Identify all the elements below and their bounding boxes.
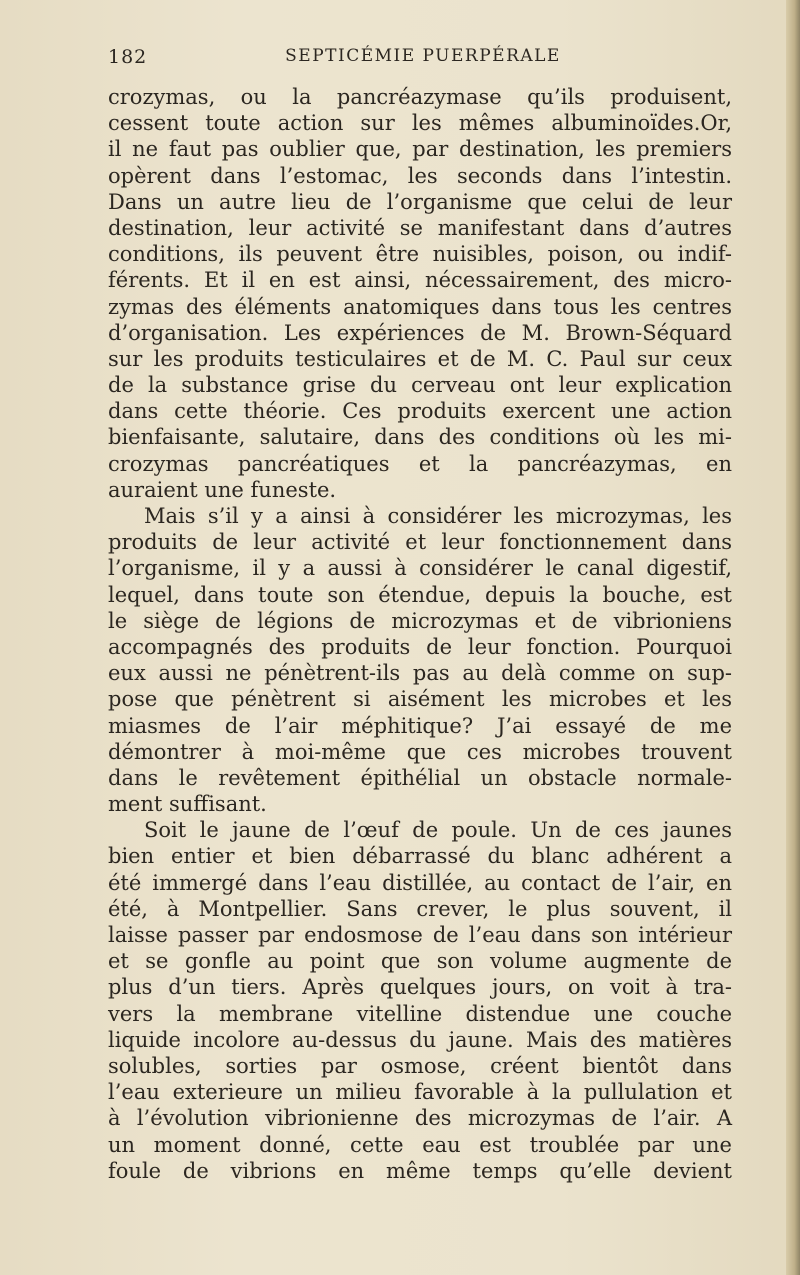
- text-line: férents. Et il en est ainsi, nécessairement, des micro-: [108, 268, 732, 293]
- text-line: laisse passer par endosmose de l’eau dans son intérieur: [108, 923, 732, 947]
- text-line: Soit le jaune de l’œuf de poule. Un de ces jaunes: [144, 818, 732, 843]
- text-line: été, à Montpellier. Sans crever, le plus souvent, il: [108, 896, 732, 921]
- text-line: produits de leur activité et leur fonctionnement dans: [108, 530, 732, 555]
- text-line: d’organisation. Les expériences de M. Brown-Séquard: [108, 320, 732, 345]
- text-line: à l’évolution vibrionienne des microzymas de l’air. A: [108, 1106, 732, 1131]
- text-line: lequel, dans toute son étendue, depuis la bouche, est: [108, 582, 732, 607]
- text-line: opèrent dans l’estomac, les seconds dans l’intestin.: [108, 163, 732, 188]
- text-line: cessent toute action sur les mêmes albuminoïdes.Or,: [108, 111, 732, 136]
- text-line: solubles, sorties par osmose, créent bientôt dans: [108, 1053, 732, 1078]
- text-line: Dans un autre lieu de l’organisme que celui de leur: [108, 189, 732, 214]
- text-line: dans cette théorie. Ces produits exercent une action: [108, 399, 732, 424]
- text-line: auraient une funeste.: [108, 477, 337, 502]
- text-line: liquide incolore au-dessus du jaune. Mais des matières: [108, 1027, 732, 1052]
- text-line: un moment donné, cette eau est troublée par une: [108, 1132, 732, 1157]
- text-line: il ne faut pas oublier que, par destination, les premiers: [108, 137, 732, 162]
- text-line: sur les produits testiculaires et de M. C. Paul sur ceux: [108, 346, 732, 371]
- page-header: [108, 46, 738, 76]
- text-line: l’eau exterieure un milieu favorable à la pullulation et: [108, 1080, 732, 1105]
- text-line: Mais s’il y a ainsi à considérer les microzymas, les: [144, 504, 732, 528]
- text-line: miasmes de l’air méphitique? J’ai essayé de me: [108, 713, 732, 738]
- text-line: crozymas pancréatiques et la pancréazymas, en: [108, 451, 732, 476]
- text-line: de la substance grise du cerveau ont leur explication: [108, 373, 732, 398]
- text-line: ment suffisant.: [108, 792, 267, 817]
- text-line: foule de vibrions en même temps qu’elle devient: [108, 1158, 732, 1183]
- text-line: plus d’un tiers. Après quelques jours, on voit à tra-: [108, 975, 732, 1000]
- text-line: crozymas, ou la pancréazymase qu’ils produisent,: [108, 85, 732, 109]
- text-line: démontrer à moi-même que ces microbes trouvent: [108, 739, 732, 764]
- text-line: vers la membrane vitelline distendue une couche: [108, 1001, 732, 1026]
- text-line: conditions, ils peuvent être nuisibles, poison, ou indif-: [108, 242, 732, 267]
- text-line: eux aussi ne pénètrent-ils pas au delà comme on sup-: [108, 661, 732, 686]
- page-number: 182: [108, 46, 148, 68]
- text-line: accompagnés des produits de leur fonction. Pourquoi: [108, 634, 732, 659]
- text-line: bienfaisante, salutaire, dans des conditions où les mi-: [108, 425, 732, 450]
- text-line: bien entier et bien débarrassé du blanc adhérent a: [108, 844, 732, 869]
- text-line: été immergé dans l’eau distillée, au contact de l’air, en: [108, 870, 732, 895]
- text-line: dans le revêtement épithélial un obstacle normale-: [108, 765, 732, 790]
- body-text: [108, 84, 732, 1184]
- text-line: le siège de légions de microzymas et de vibrioniens: [108, 608, 732, 633]
- text-line: l’organisme, il y a aussi à considérer le canal digestif,: [108, 556, 732, 581]
- text-line: et se gonfle au point que son volume augmente de: [108, 949, 732, 974]
- running-title: SEPTICÉMIE PUERPÉRALE: [285, 46, 561, 66]
- text-line: pose que pénètrent si aisément les microbes et les: [108, 687, 732, 712]
- text-line: destination, leur activité se manifestant dans d’autres: [108, 215, 732, 240]
- text-line: zymas des éléments anatomiques dans tous les centres: [108, 294, 732, 319]
- page-edge-shadow: [786, 0, 800, 1275]
